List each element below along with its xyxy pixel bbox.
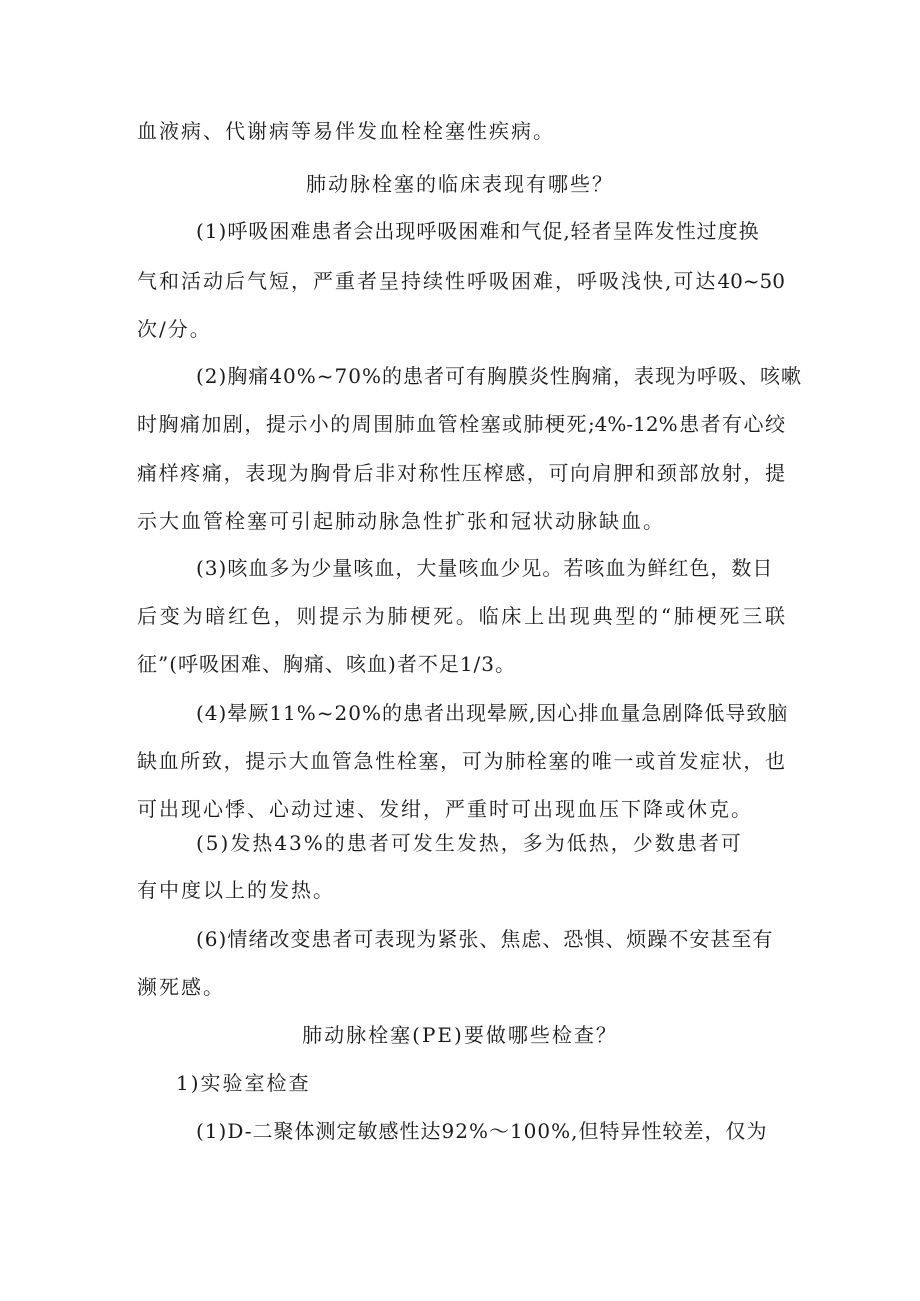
paragraph-line: 次/分。 [137, 317, 212, 341]
paragraph-line: (5)发热43%的患者可发生发热，多为低热，少数患者可 [196, 831, 743, 855]
paragraph-line: 缺血所致，提示大血管急性栓塞，可为肺栓塞的唯一或首发症状，也 [137, 749, 785, 773]
paragraph-line: 血液病、代谢病等易伴发血栓栓塞性疾病。 [137, 119, 555, 143]
paragraph-line: (1)D-二聚体测定敏感性达92%～100%,但特异性较差，仅为 [196, 1119, 768, 1143]
paragraph-line: 征”(呼吸困难、胸痛、咳血)者不足1/3。 [137, 652, 517, 676]
paragraph-line: 示大血管栓塞可引起肺动脉急性扩张和冠状动脉缺血。 [137, 509, 665, 533]
paragraph-line: 痛样疼痛，表现为胸骨后非对称性压榨感，可向肩胛和颈部放射，提 [137, 461, 785, 485]
paragraph-line: 濒死感。 [137, 975, 225, 999]
paragraph-line: (2)胸痛40%~70%的患者可有胸膜炎性胸痛，表现为呼吸、咳嗽 [196, 364, 802, 388]
paragraph-line: (6)情绪改变患者可表现为紧张、焦虑、恐惧、烦躁不安甚至有 [196, 927, 774, 951]
subsection-heading-lab-tests: 1)实验室检查 [176, 1071, 311, 1095]
paragraph-line: 气和活动后气短，严重者呈持续性呼吸困难，呼吸浅快,可达40~50 [137, 269, 785, 293]
paragraph-line: (3)咳血多为少量咳血，大量咳血少见。若咳血为鲜红色，数日 [196, 556, 774, 580]
paragraph-line: 后变为暗红色，则提示为肺梗死。临床上出现典型的“肺梗死三联 [137, 604, 785, 628]
paragraph-line: (4)晕厥11%~20%的患者出现晕厥,因心排血量急剧降低导致脑 [196, 701, 789, 725]
paragraph-line: 时胸痛加剧，提示小的周围肺血管栓塞或肺梗死;4%-12%患者有心绞 [137, 412, 785, 436]
paragraph-line: 可出现心悸、心动过速、发绀，严重时可出现血压下降或休克。 [137, 797, 753, 821]
paragraph-line: 有中度以上的发热。 [137, 878, 335, 902]
section-heading-examinations: 肺动脉栓塞(PE)要做哪些检查？ [302, 1023, 618, 1047]
paragraph-line: (1)呼吸困难患者会出现呼吸困难和气促,轻者呈阵发性过度换 [196, 219, 760, 243]
section-heading-clinical-manifestations: 肺动脉栓塞的临床表现有哪些？ [306, 172, 614, 196]
